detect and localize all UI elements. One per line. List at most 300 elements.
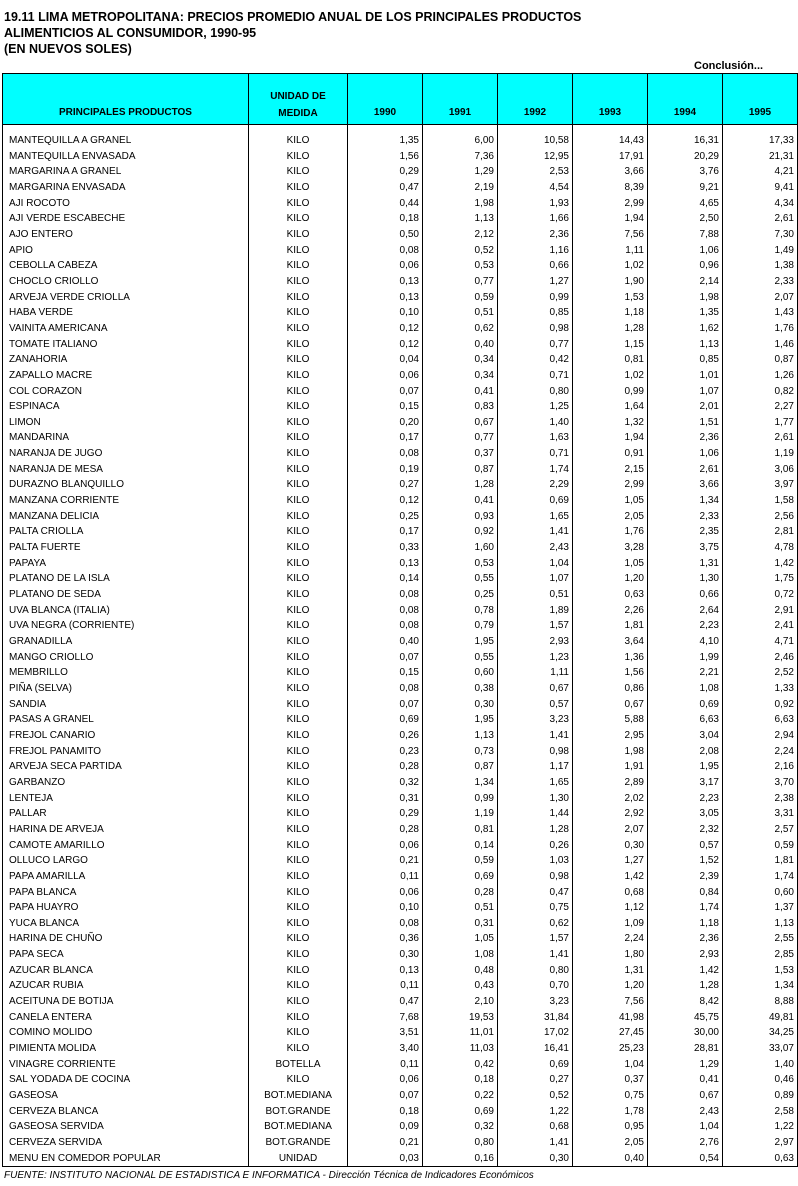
price-1994: 2,21 bbox=[648, 665, 723, 681]
unit-of-measure: KILO bbox=[249, 258, 348, 274]
price-1992: 0,99 bbox=[498, 290, 573, 306]
price-1991: 1,34 bbox=[423, 775, 498, 791]
price-1992: 1,27 bbox=[498, 274, 573, 290]
price-1995: 1,81 bbox=[723, 853, 798, 869]
price-1992: 0,52 bbox=[498, 1088, 573, 1104]
price-1995: 1,75 bbox=[723, 571, 798, 587]
price-1990: 0,03 bbox=[348, 1151, 423, 1167]
price-1991: 2,10 bbox=[423, 994, 498, 1010]
price-1993: 1,05 bbox=[573, 493, 648, 509]
header-year-1992: 1992 bbox=[498, 74, 573, 125]
price-1993: 0,67 bbox=[573, 697, 648, 713]
price-1993: 17,91 bbox=[573, 149, 648, 165]
product-name: ARVEJA VERDE CRIOLLA bbox=[3, 290, 249, 306]
product-name: CERVEZA BLANCA bbox=[3, 1104, 249, 1120]
price-1991: 0,60 bbox=[423, 665, 498, 681]
price-1993: 1,32 bbox=[573, 415, 648, 431]
price-1990: 0,08 bbox=[348, 603, 423, 619]
header-unit-line-1: UNIDAD DE bbox=[270, 91, 326, 102]
unit-of-measure: KILO bbox=[249, 524, 348, 540]
price-1991: 0,34 bbox=[423, 352, 498, 368]
source-note: FUENTE: INSTITUTO NACIONAL DE ESTADISTICA E INFORMATICA - Dirección Técnica de Indicadores Económicos bbox=[4, 1170, 534, 1181]
price-1992: 1,07 bbox=[498, 571, 573, 587]
price-1990: 0,11 bbox=[348, 978, 423, 994]
price-1993: 2,07 bbox=[573, 822, 648, 838]
product-name: YUCA BLANCA bbox=[3, 916, 249, 932]
price-1995: 2,58 bbox=[723, 1104, 798, 1120]
unit-of-measure: BOT.GRANDE bbox=[249, 1135, 348, 1151]
price-1995: 0,60 bbox=[723, 885, 798, 901]
price-1995: 2,61 bbox=[723, 211, 798, 227]
price-1990: 0,12 bbox=[348, 493, 423, 509]
unit-of-measure: KILO bbox=[249, 149, 348, 165]
product-name: PAPA BLANCA bbox=[3, 885, 249, 901]
header-unit-line-2: MEDIDA bbox=[278, 108, 318, 119]
price-1992: 17,02 bbox=[498, 1025, 573, 1041]
table-row bbox=[3, 571, 798, 587]
price-1995: 0,63 bbox=[723, 1151, 798, 1167]
price-1994: 6,63 bbox=[648, 712, 723, 728]
price-1991: 1,05 bbox=[423, 931, 498, 947]
product-name: PAPA SECA bbox=[3, 947, 249, 963]
product-name: PAPA HUAYRO bbox=[3, 900, 249, 916]
price-1990: 0,29 bbox=[348, 806, 423, 822]
price-1992: 1,23 bbox=[498, 650, 573, 666]
price-1990: 0,15 bbox=[348, 665, 423, 681]
price-1993: 2,05 bbox=[573, 509, 648, 525]
product-name: PIMIENTA MOLIDA bbox=[3, 1041, 249, 1057]
price-1992: 0,47 bbox=[498, 885, 573, 901]
price-1992: 0,71 bbox=[498, 446, 573, 462]
table-row bbox=[3, 994, 798, 1010]
table-row bbox=[3, 415, 798, 431]
table-row bbox=[3, 524, 798, 540]
price-1993: 25,23 bbox=[573, 1041, 648, 1057]
price-1991: 0,69 bbox=[423, 869, 498, 885]
table-row bbox=[3, 258, 798, 274]
price-1990: 0,30 bbox=[348, 947, 423, 963]
product-name: ACEITUNA DE BOTIJA bbox=[3, 994, 249, 1010]
price-1994: 2,50 bbox=[648, 211, 723, 227]
unit-of-measure: KILO bbox=[249, 384, 348, 400]
price-1994: 1,98 bbox=[648, 290, 723, 306]
table-row bbox=[3, 931, 798, 947]
product-name: PIÑA (SELVA) bbox=[3, 681, 249, 697]
price-1993: 3,28 bbox=[573, 540, 648, 556]
price-1995: 1,34 bbox=[723, 978, 798, 994]
unit-of-measure: KILO bbox=[249, 822, 348, 838]
price-1995: 4,71 bbox=[723, 634, 798, 650]
price-1991: 7,36 bbox=[423, 149, 498, 165]
product-name: MANZANA DELICIA bbox=[3, 509, 249, 525]
price-1994: 1,74 bbox=[648, 900, 723, 916]
table-row bbox=[3, 430, 798, 446]
product-name: SANDIA bbox=[3, 697, 249, 713]
price-1990: 0,31 bbox=[348, 791, 423, 807]
product-name: APIO bbox=[3, 243, 249, 259]
price-1991: 0,55 bbox=[423, 571, 498, 587]
price-1990: 0,06 bbox=[348, 368, 423, 384]
price-1994: 1,95 bbox=[648, 759, 723, 775]
price-1992: 0,69 bbox=[498, 1057, 573, 1073]
price-1992: 1,22 bbox=[498, 1104, 573, 1120]
price-1993: 1,02 bbox=[573, 368, 648, 384]
price-1992: 1,41 bbox=[498, 947, 573, 963]
price-1991: 0,34 bbox=[423, 368, 498, 384]
product-name: GRANADILLA bbox=[3, 634, 249, 650]
price-1995: 3,97 bbox=[723, 477, 798, 493]
table-row bbox=[3, 1010, 798, 1026]
price-1991: 1,19 bbox=[423, 806, 498, 822]
price-1990: 1,56 bbox=[348, 149, 423, 165]
price-1994: 2,93 bbox=[648, 947, 723, 963]
price-1990: 0,13 bbox=[348, 556, 423, 572]
price-1992: 0,57 bbox=[498, 697, 573, 713]
price-1993: 1,42 bbox=[573, 869, 648, 885]
unit-of-measure: KILO bbox=[249, 509, 348, 525]
table-row bbox=[3, 368, 798, 384]
price-1995: 0,59 bbox=[723, 838, 798, 854]
table-row bbox=[3, 916, 798, 932]
product-name: NARANJA DE MESA bbox=[3, 462, 249, 478]
unit-of-measure: KILO bbox=[249, 368, 348, 384]
unit-of-measure: UNIDAD bbox=[249, 1151, 348, 1167]
table-row bbox=[3, 1104, 798, 1120]
price-1990: 3,40 bbox=[348, 1041, 423, 1057]
price-1991: 1,60 bbox=[423, 540, 498, 556]
price-1994: 3,66 bbox=[648, 477, 723, 493]
product-name: PAPAYA bbox=[3, 556, 249, 572]
price-1991: 0,32 bbox=[423, 1119, 498, 1135]
product-name: PLATANO DE LA ISLA bbox=[3, 571, 249, 587]
price-1995: 9,41 bbox=[723, 180, 798, 196]
unit-of-measure: KILO bbox=[249, 681, 348, 697]
price-1993: 1,64 bbox=[573, 399, 648, 415]
price-1990: 0,10 bbox=[348, 305, 423, 321]
price-1995: 6,63 bbox=[723, 712, 798, 728]
unit-of-measure: KILO bbox=[249, 133, 348, 149]
price-1995: 2,85 bbox=[723, 947, 798, 963]
unit-of-measure: KILO bbox=[249, 571, 348, 587]
product-name: PLATANO DE SEDA bbox=[3, 587, 249, 603]
price-1993: 1,09 bbox=[573, 916, 648, 932]
price-1991: 0,59 bbox=[423, 853, 498, 869]
price-1990: 0,21 bbox=[348, 1135, 423, 1151]
product-name: GASEOSA SERVIDA bbox=[3, 1119, 249, 1135]
price-1990: 0,06 bbox=[348, 258, 423, 274]
product-name: MENU EN COMEDOR POPULAR bbox=[3, 1151, 249, 1167]
price-1990: 0,07 bbox=[348, 650, 423, 666]
product-name: OLLUCO LARGO bbox=[3, 853, 249, 869]
price-1995: 3,70 bbox=[723, 775, 798, 791]
price-1994: 1,34 bbox=[648, 493, 723, 509]
price-1990: 0,21 bbox=[348, 853, 423, 869]
price-1990: 0,12 bbox=[348, 337, 423, 353]
table-row bbox=[3, 321, 798, 337]
price-1992: 0,98 bbox=[498, 869, 573, 885]
price-1991: 0,48 bbox=[423, 963, 498, 979]
product-name: CEBOLLA CABEZA bbox=[3, 258, 249, 274]
price-1995: 2,94 bbox=[723, 728, 798, 744]
price-1992: 0,62 bbox=[498, 916, 573, 932]
price-1994: 20,29 bbox=[648, 149, 723, 165]
price-1993: 1,31 bbox=[573, 963, 648, 979]
product-name: UVA BLANCA (ITALIA) bbox=[3, 603, 249, 619]
price-1994: 1,35 bbox=[648, 305, 723, 321]
price-1993: 1,28 bbox=[573, 321, 648, 337]
price-1992: 1,93 bbox=[498, 196, 573, 212]
price-1995: 1,33 bbox=[723, 681, 798, 697]
price-1994: 2,33 bbox=[648, 509, 723, 525]
price-1995: 0,92 bbox=[723, 697, 798, 713]
price-1994: 1,51 bbox=[648, 415, 723, 431]
unit-of-measure: KILO bbox=[249, 337, 348, 353]
price-1991: 0,52 bbox=[423, 243, 498, 259]
table-row bbox=[3, 634, 798, 650]
price-1991: 1,13 bbox=[423, 728, 498, 744]
price-1991: 0,92 bbox=[423, 524, 498, 540]
unit-of-measure: KILO bbox=[249, 947, 348, 963]
table-row bbox=[3, 806, 798, 822]
product-name: MANDARINA bbox=[3, 430, 249, 446]
header-year-1991: 1991 bbox=[423, 74, 498, 125]
price-1994: 2,35 bbox=[648, 524, 723, 540]
price-1995: 1,58 bbox=[723, 493, 798, 509]
price-1990: 0,44 bbox=[348, 196, 423, 212]
unit-of-measure: KILO bbox=[249, 728, 348, 744]
price-1995: 1,46 bbox=[723, 337, 798, 353]
table-row bbox=[3, 1041, 798, 1057]
price-1993: 1,36 bbox=[573, 650, 648, 666]
price-1991: 1,13 bbox=[423, 211, 498, 227]
table-row bbox=[3, 556, 798, 572]
price-1993: 1,76 bbox=[573, 524, 648, 540]
unit-of-measure: KILO bbox=[249, 603, 348, 619]
price-1993: 1,02 bbox=[573, 258, 648, 274]
header-year-1993: 1993 bbox=[573, 74, 648, 125]
price-1993: 0,68 bbox=[573, 885, 648, 901]
price-1992: 1,66 bbox=[498, 211, 573, 227]
price-1994: 1,07 bbox=[648, 384, 723, 400]
unit-of-measure: KILO bbox=[249, 1025, 348, 1041]
price-1990: 1,35 bbox=[348, 133, 423, 149]
price-1995: 2,97 bbox=[723, 1135, 798, 1151]
price-1995: 3,06 bbox=[723, 462, 798, 478]
price-1993: 2,02 bbox=[573, 791, 648, 807]
unit-of-measure: KILO bbox=[249, 885, 348, 901]
price-1995: 1,42 bbox=[723, 556, 798, 572]
product-name: AJI VERDE ESCABECHE bbox=[3, 211, 249, 227]
price-1990: 0,08 bbox=[348, 916, 423, 932]
unit-of-measure: KILO bbox=[249, 900, 348, 916]
table-row bbox=[3, 1057, 798, 1073]
table-row bbox=[3, 744, 798, 760]
unit-of-measure: KILO bbox=[249, 493, 348, 509]
price-1990: 0,33 bbox=[348, 540, 423, 556]
table-row bbox=[3, 274, 798, 290]
price-1990: 0,25 bbox=[348, 509, 423, 525]
price-1992: 0,98 bbox=[498, 744, 573, 760]
unit-of-measure: KILO bbox=[249, 759, 348, 775]
price-1995: 2,56 bbox=[723, 509, 798, 525]
price-1992: 0,27 bbox=[498, 1072, 573, 1088]
price-1991: 0,62 bbox=[423, 321, 498, 337]
price-1994: 1,28 bbox=[648, 978, 723, 994]
price-1992: 0,67 bbox=[498, 681, 573, 697]
price-1995: 2,33 bbox=[723, 274, 798, 290]
price-1990: 0,07 bbox=[348, 1088, 423, 1104]
price-1990: 0,15 bbox=[348, 399, 423, 415]
price-1990: 0,11 bbox=[348, 869, 423, 885]
price-1991: 0,51 bbox=[423, 305, 498, 321]
price-1995: 1,76 bbox=[723, 321, 798, 337]
table-row bbox=[3, 587, 798, 603]
price-1990: 0,40 bbox=[348, 634, 423, 650]
price-1991: 0,93 bbox=[423, 509, 498, 525]
price-1994: 3,76 bbox=[648, 164, 723, 180]
price-1994: 2,32 bbox=[648, 822, 723, 838]
price-1995: 1,13 bbox=[723, 916, 798, 932]
unit-of-measure: KILO bbox=[249, 1041, 348, 1057]
price-1992: 31,84 bbox=[498, 1010, 573, 1026]
unit-of-measure: KILO bbox=[249, 994, 348, 1010]
price-1993: 1,04 bbox=[573, 1057, 648, 1073]
price-1990: 0,32 bbox=[348, 775, 423, 791]
price-1994: 1,99 bbox=[648, 650, 723, 666]
product-name: VINAGRE CORRIENTE bbox=[3, 1057, 249, 1073]
price-1995: 0,82 bbox=[723, 384, 798, 400]
product-name: PAPA AMARILLA bbox=[3, 869, 249, 885]
price-1993: 1,27 bbox=[573, 853, 648, 869]
price-1993: 1,53 bbox=[573, 290, 648, 306]
price-1991: 0,83 bbox=[423, 399, 498, 415]
price-1995: 1,38 bbox=[723, 258, 798, 274]
price-1992: 2,36 bbox=[498, 227, 573, 243]
price-1992: 3,23 bbox=[498, 994, 573, 1010]
price-1994: 1,52 bbox=[648, 853, 723, 869]
price-1991: 2,19 bbox=[423, 180, 498, 196]
unit-of-measure: KILO bbox=[249, 227, 348, 243]
price-1995: 1,74 bbox=[723, 869, 798, 885]
price-1994: 2,01 bbox=[648, 399, 723, 415]
unit-of-measure: KILO bbox=[249, 1072, 348, 1088]
price-1990: 0,36 bbox=[348, 931, 423, 947]
price-1995: 2,07 bbox=[723, 290, 798, 306]
unit-of-measure: KILO bbox=[249, 775, 348, 791]
price-1992: 4,54 bbox=[498, 180, 573, 196]
table-row bbox=[3, 493, 798, 509]
product-name: TOMATE ITALIANO bbox=[3, 337, 249, 353]
unit-of-measure: KILO bbox=[249, 665, 348, 681]
price-1993: 1,20 bbox=[573, 978, 648, 994]
price-1990: 0,47 bbox=[348, 994, 423, 1010]
price-1990: 0,13 bbox=[348, 274, 423, 290]
table-row bbox=[3, 1025, 798, 1041]
price-1990: 0,29 bbox=[348, 164, 423, 180]
unit-of-measure: KILO bbox=[249, 321, 348, 337]
price-1994: 0,84 bbox=[648, 885, 723, 901]
price-1993: 1,20 bbox=[573, 571, 648, 587]
price-1993: 0,30 bbox=[573, 838, 648, 854]
unit-of-measure: KILO bbox=[249, 697, 348, 713]
unit-of-measure: KILO bbox=[249, 462, 348, 478]
price-1993: 0,40 bbox=[573, 1151, 648, 1167]
price-1990: 0,11 bbox=[348, 1057, 423, 1073]
price-1993: 0,91 bbox=[573, 446, 648, 462]
price-1995: 21,31 bbox=[723, 149, 798, 165]
price-1991: 0,79 bbox=[423, 618, 498, 634]
unit-of-measure: KILO bbox=[249, 305, 348, 321]
unit-of-measure: BOTELLA bbox=[249, 1057, 348, 1073]
unit-of-measure: KILO bbox=[249, 963, 348, 979]
price-1990: 0,08 bbox=[348, 587, 423, 603]
price-1995: 2,81 bbox=[723, 524, 798, 540]
table-row bbox=[3, 384, 798, 400]
title-line-3: (EN NUEVOS SOLES) bbox=[4, 42, 132, 56]
price-1994: 0,85 bbox=[648, 352, 723, 368]
product-name: PASAS A GRANEL bbox=[3, 712, 249, 728]
price-1994: 1,13 bbox=[648, 337, 723, 353]
price-1991: 0,25 bbox=[423, 587, 498, 603]
title-line-2: ALIMENTICIOS AL CONSUMIDOR, 1990-95 bbox=[4, 26, 257, 40]
price-1991: 0,77 bbox=[423, 430, 498, 446]
price-1995: 4,21 bbox=[723, 164, 798, 180]
price-1991: 0,41 bbox=[423, 384, 498, 400]
unit-of-measure: KILO bbox=[249, 869, 348, 885]
price-1995: 7,30 bbox=[723, 227, 798, 243]
price-1993: 3,64 bbox=[573, 634, 648, 650]
product-name: MEMBRILLO bbox=[3, 665, 249, 681]
price-1994: 1,04 bbox=[648, 1119, 723, 1135]
price-1991: 0,43 bbox=[423, 978, 498, 994]
table-row bbox=[3, 305, 798, 321]
price-1991: 0,87 bbox=[423, 759, 498, 775]
price-1991: 0,69 bbox=[423, 1104, 498, 1120]
price-1993: 5,88 bbox=[573, 712, 648, 728]
table-row bbox=[3, 243, 798, 259]
table-row bbox=[3, 728, 798, 744]
product-name: MANTEQUILLA A GRANEL bbox=[3, 133, 249, 149]
price-1995: 2,16 bbox=[723, 759, 798, 775]
price-1991: 6,00 bbox=[423, 133, 498, 149]
price-1993: 0,75 bbox=[573, 1088, 648, 1104]
price-1991: 0,78 bbox=[423, 603, 498, 619]
price-1993: 7,56 bbox=[573, 227, 648, 243]
price-1990: 0,18 bbox=[348, 1104, 423, 1120]
unit-of-measure: KILO bbox=[249, 556, 348, 572]
price-1994: 2,43 bbox=[648, 1104, 723, 1120]
price-1992: 1,41 bbox=[498, 524, 573, 540]
unit-of-measure: KILO bbox=[249, 618, 348, 634]
price-1993: 2,26 bbox=[573, 603, 648, 619]
table-row bbox=[3, 509, 798, 525]
price-1994: 0,54 bbox=[648, 1151, 723, 1167]
price-1990: 0,08 bbox=[348, 681, 423, 697]
price-1993: 3,66 bbox=[573, 164, 648, 180]
table-row bbox=[3, 477, 798, 493]
price-1990: 7,68 bbox=[348, 1010, 423, 1026]
unit-of-measure: KILO bbox=[249, 290, 348, 306]
price-1991: 11,03 bbox=[423, 1041, 498, 1057]
price-1995: 2,61 bbox=[723, 430, 798, 446]
price-1994: 2,23 bbox=[648, 618, 723, 634]
price-1990: 0,06 bbox=[348, 1072, 423, 1088]
price-1994: 0,57 bbox=[648, 838, 723, 854]
price-1993: 1,94 bbox=[573, 430, 648, 446]
product-name: FREJOL PANAMITO bbox=[3, 744, 249, 760]
table-header-row bbox=[3, 74, 798, 125]
price-1995: 1,49 bbox=[723, 243, 798, 259]
